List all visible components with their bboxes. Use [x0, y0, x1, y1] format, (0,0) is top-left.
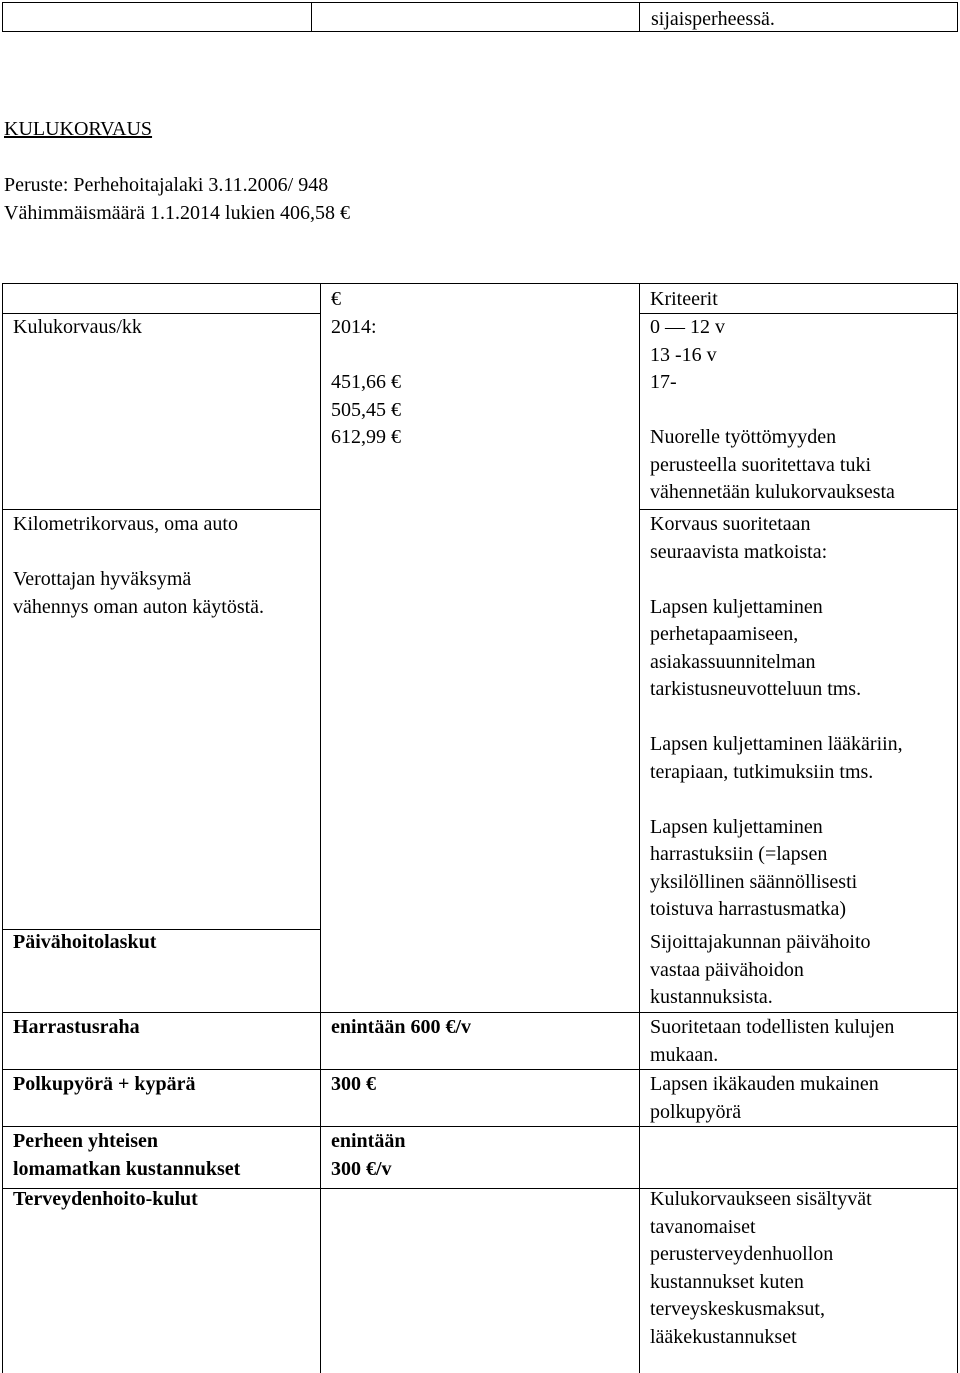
row-label-harrastusraha: Harrastusraha: [13, 1016, 140, 1038]
row-label-lomamatka: Perheen yhteisen lomamatkan kustannukset: [13, 1130, 241, 1180]
harrastusraha-amount: enintään 600 €/v: [331, 1016, 472, 1038]
header-currency: €: [331, 288, 341, 310]
column-divider: [311, 3, 312, 31]
row-label-paivahoito: Päivähoitolaskut: [13, 931, 157, 953]
row-divider: [3, 1126, 957, 1127]
polkupyora-amount: 300 €: [331, 1073, 376, 1095]
row-label-kulukorvaus: Kulukorvaus/kk: [13, 316, 142, 338]
row-divider: [3, 1069, 957, 1070]
column-divider: [639, 284, 640, 1373]
column-divider: [320, 284, 321, 1373]
harrastusraha-criteria: Suoritetaan todellisten kulujen mukaan.: [650, 1016, 895, 1066]
row-divider: [3, 1012, 957, 1013]
polkupyora-criteria: Lapsen ikäkauden mukainen polkupyörä: [650, 1073, 879, 1123]
compensation-table: [2, 283, 958, 1373]
kulukorvaus-criteria: 0 — 12 v 13 -16 v 17- Nuorelle työttömyyden perusteella suoritettava tuki vähennetään kulukorvauksesta: [650, 316, 895, 503]
kilometrikorvaus-criteria: Korvaus suoritetaan seuraavista matkoista: Lapsen kuljettaminen perhetapaamiseen, asiakassuunnitelman tarkistusneuvotteluun tms. Lapsen kuljettaminen lääkäriin, terapiaan, tutkimuksiin tms. Lapsen kuljettaminen harrastuksiin (=lapsen yksilöllinen säännöllisesti toistuva harrastusmatka): [650, 513, 903, 920]
header-criteria: Kriteerit: [650, 288, 718, 310]
row-divider: [3, 509, 320, 510]
lomamatka-amount: enintään 300 €/v: [331, 1130, 406, 1180]
paivahoito-criteria: Sijoittajakunnan päivähoito vastaa päivähoidon kustannuksista.: [650, 931, 871, 1008]
row-label-polkupyora: Polkupyörä + kypärä: [13, 1073, 196, 1095]
kulukorvaus-amounts: 2014: 451,66 € 505,45 € 612,99 €: [331, 316, 401, 448]
row-divider: [639, 509, 957, 510]
section-title: KULUKORVAUS: [4, 118, 153, 140]
row-label-terveydenhoito: Terveydenhoito-kulut: [13, 1188, 198, 1210]
top-table-fragment: [2, 2, 958, 32]
terveydenhoito-criteria: Kulukorvaukseen sisältyvät tavanomaiset perusterveydenhuollon kustannukset kuten terveyskeskusmaksut, lääkekustannukset: [650, 1188, 872, 1348]
top-fragment-text: sijaisperheessä.: [651, 8, 775, 30]
minimum-amount: Vähimmäismäärä 1.1.2014 lukien 406,58 €: [4, 202, 351, 224]
legal-basis: Peruste: Perhehoitajalaki 3.11.2006/ 948: [4, 174, 329, 196]
column-divider: [639, 3, 640, 31]
row-label-kilometrikorvaus: Kilometrikorvaus, oma auto Verottajan hyväksymä vähennys oman auton käytöstä.: [13, 513, 265, 618]
